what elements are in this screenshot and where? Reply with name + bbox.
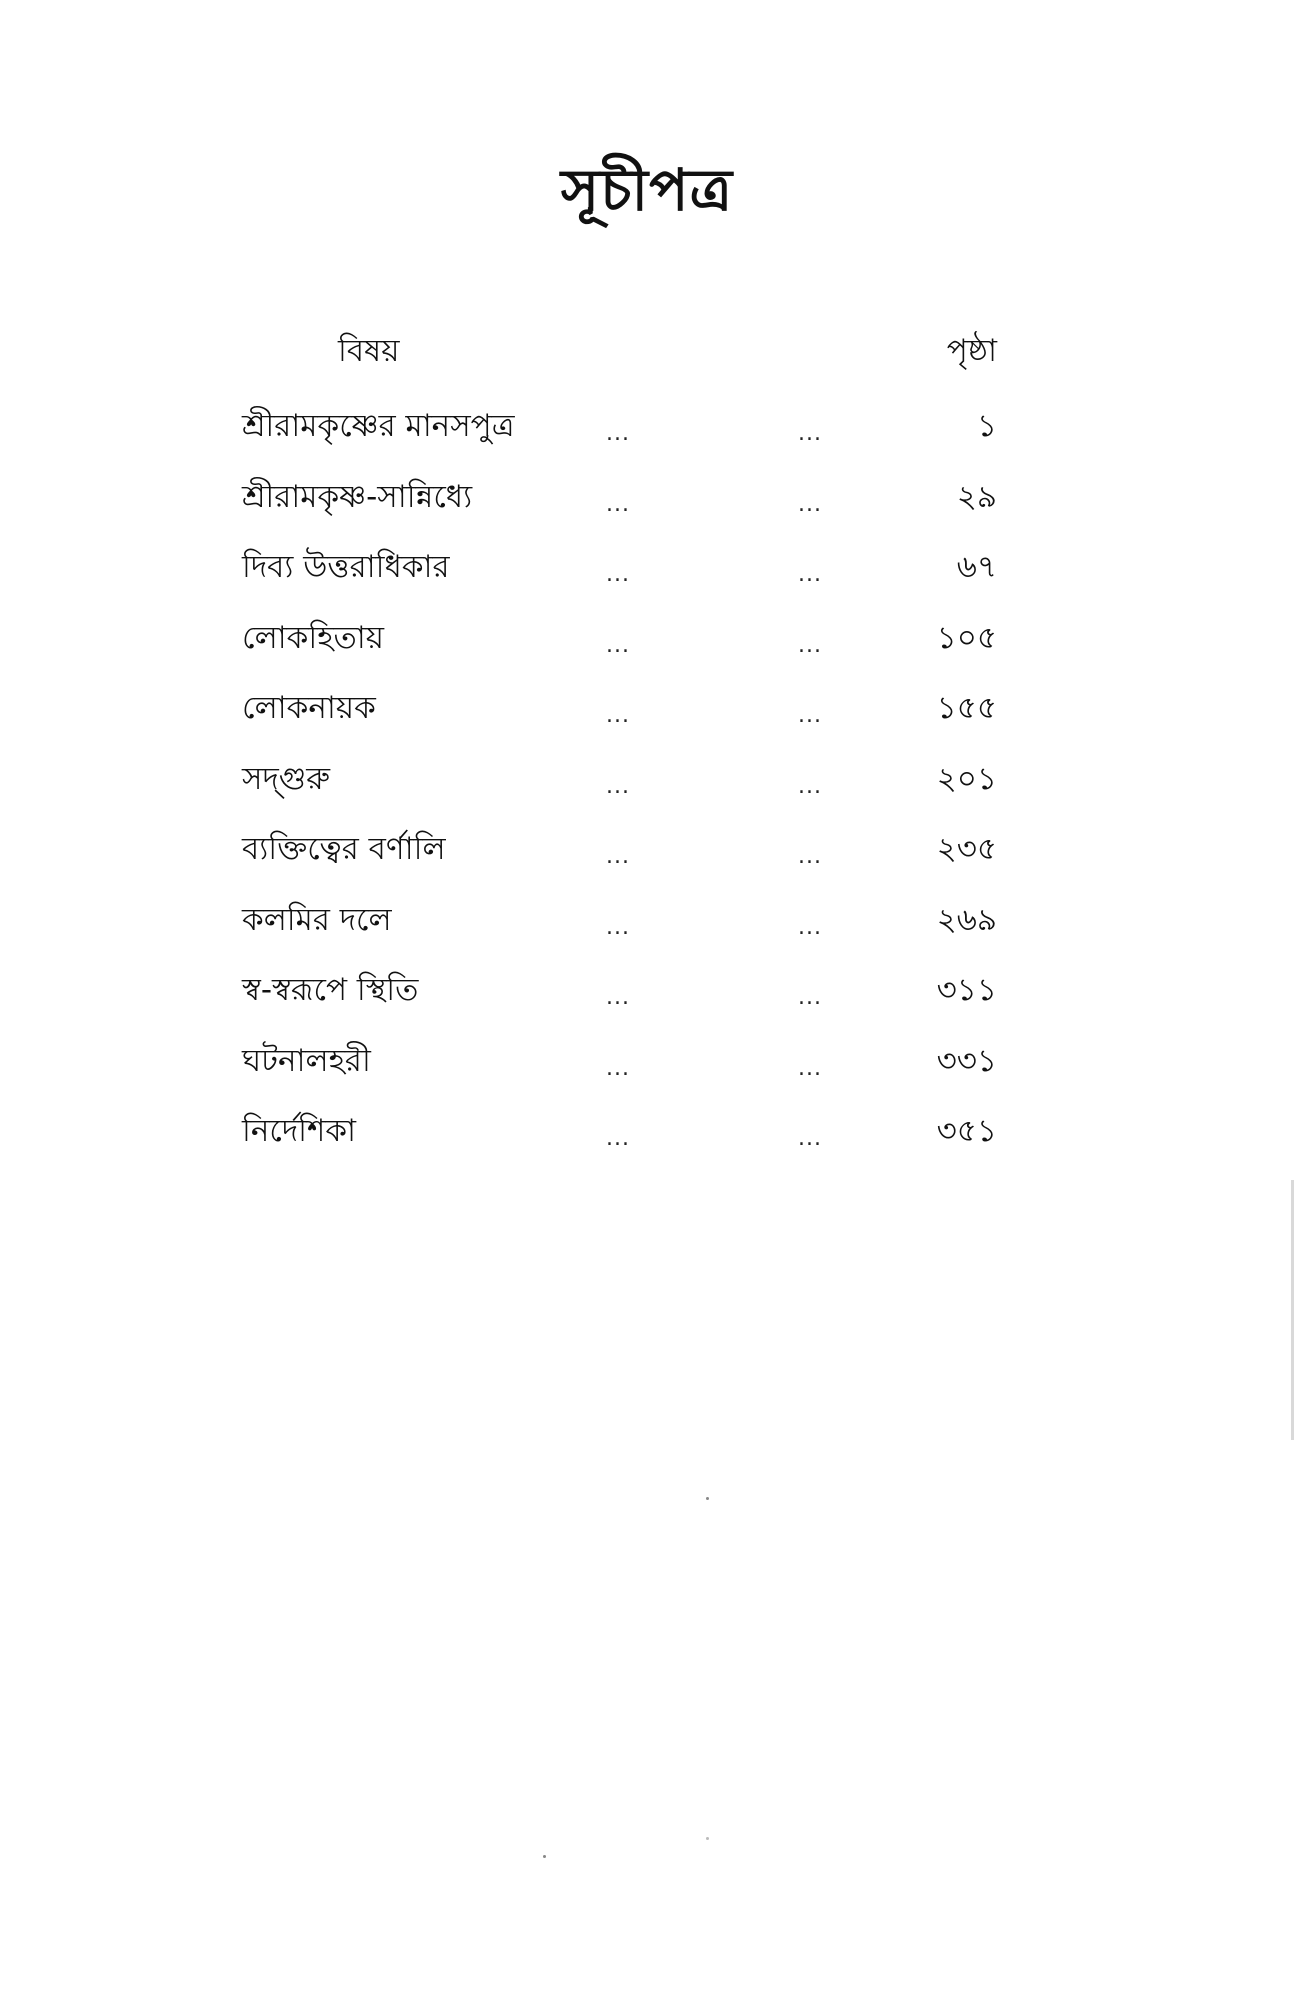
toc-entry	[0, 962, 1294, 1033]
toc-entry-title: সদ্গুরু	[242, 760, 331, 797]
leader-dots: ...	[798, 914, 822, 940]
leader-dots: ...	[606, 914, 630, 940]
toc-entry	[0, 892, 1294, 963]
toc-entry-title: দিব্য উত্তরাধিকার	[242, 549, 450, 585]
toc-entry	[0, 469, 1294, 540]
toc-entry-page: ২০১	[936, 760, 997, 797]
toc-entry	[0, 680, 1294, 751]
toc-entry	[0, 398, 1294, 469]
page-column-header: পৃষ্ঠা	[946, 333, 997, 369]
toc-entry-page: ২৩৫	[936, 831, 997, 867]
toc-entry-title: শ্রীরামকৃষ্ণের মানসপুত্র	[242, 408, 515, 444]
leader-dots: ...	[606, 632, 630, 658]
leader-dots: ...	[606, 1055, 630, 1081]
toc-entry-page: ৩৫১	[936, 1113, 997, 1149]
toc-entry-page: ১০৫	[936, 619, 997, 656]
leader-dots: ...	[798, 773, 822, 799]
subject-column-header: বিষয়	[338, 333, 400, 369]
toc-entry-title: লোকনায়ক	[242, 690, 376, 726]
toc-header	[0, 326, 1294, 376]
toc-entry-title: ঘটনালহরী	[242, 1042, 371, 1079]
leader-dots: ...	[798, 421, 822, 446]
leader-dots: ...	[798, 844, 822, 869]
toc-entry	[0, 539, 1294, 610]
toc-entry-page: ১৫৫	[936, 690, 997, 726]
leader-dots: ...	[798, 1126, 822, 1151]
toc-entry	[0, 1103, 1294, 1174]
toc-entry-title: স্ব-স্বরূপে স্থিতি	[242, 972, 419, 1008]
toc-entry-title: নির্দেশিকা	[242, 1113, 357, 1149]
toc-entry-page: ৬৭	[956, 549, 997, 585]
page-title: সূচীপত্র	[560, 156, 734, 224]
leader-dots: ...	[606, 985, 630, 1010]
leader-dots: ...	[798, 562, 822, 587]
leader-dots: ...	[606, 844, 630, 869]
toc-entry-title: কলমির দলে	[242, 901, 392, 938]
toc-entry	[0, 1033, 1294, 1104]
toc-entry-title: ব্যক্তিত্বের বর্ণালি	[242, 831, 446, 867]
leader-dots: ...	[798, 703, 822, 728]
toc-entry-title: শ্রীরামকৃষ্ণ-সান্নিধ্যে	[242, 478, 473, 515]
toc-entry-page: ৩৩১	[936, 1042, 997, 1079]
leader-dots: ...	[606, 1126, 630, 1151]
leader-dots: ...	[606, 421, 630, 446]
leader-dots: ...	[798, 1055, 822, 1081]
toc-entry-page: ১	[976, 408, 997, 444]
leader-dots: ...	[606, 491, 630, 517]
toc-list	[0, 398, 1294, 1174]
toc-entry-page: ২৬৯	[936, 901, 997, 938]
toc-entry-page: ৩১১	[936, 972, 997, 1008]
leader-dots: ...	[606, 703, 630, 728]
leader-dots: ...	[606, 562, 630, 587]
leader-dots: ...	[606, 773, 630, 799]
scan-speck	[706, 1497, 709, 1500]
scan-speck	[543, 1855, 546, 1858]
scan-speck	[706, 1837, 709, 1840]
toc-entry	[0, 821, 1294, 892]
leader-dots: ...	[798, 985, 822, 1010]
toc-entry	[0, 610, 1294, 681]
toc-entry-page: ২৯	[956, 478, 997, 515]
toc-entry-title: লোকহিতায়	[242, 619, 385, 656]
toc-entry	[0, 751, 1294, 822]
leader-dots: ...	[798, 632, 822, 658]
leader-dots: ...	[798, 491, 822, 517]
